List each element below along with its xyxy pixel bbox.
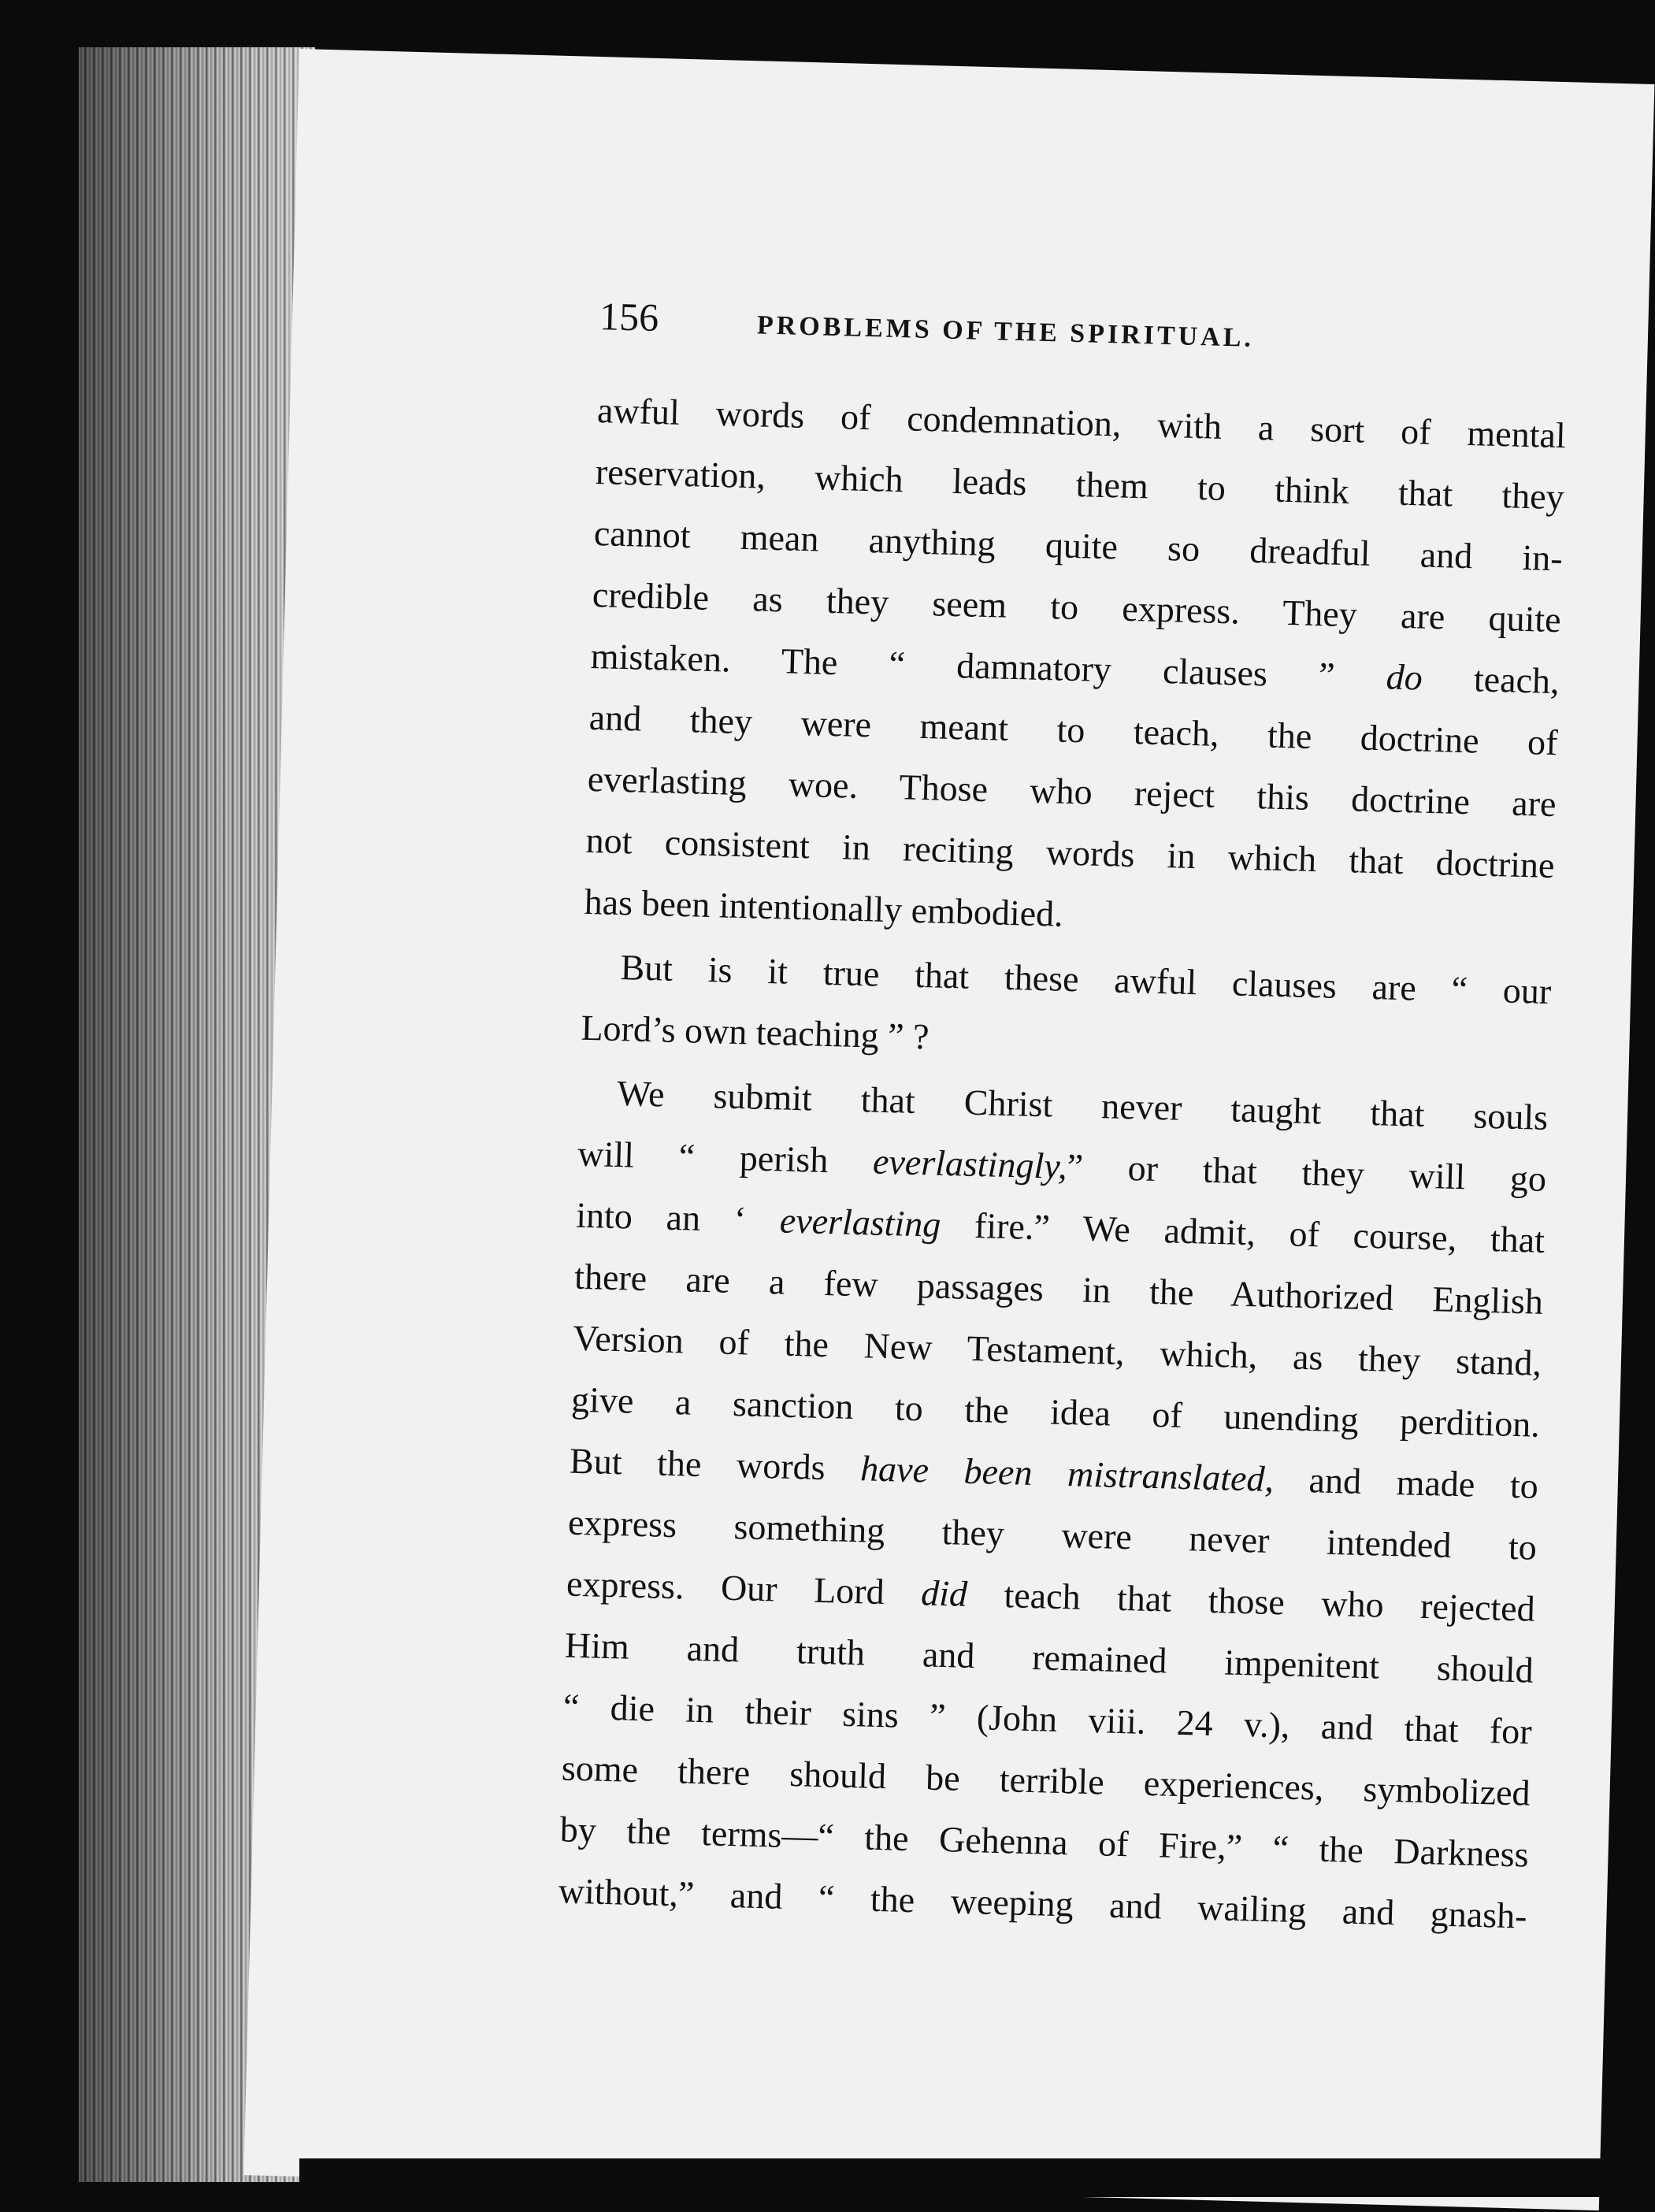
text-line: “ die in their sins ” (John viii. 24 v.), and that for	[562, 1686, 1533, 1752]
text-line: by the terms—“ the Gehenna of Fire,” “ the Darkness	[559, 1809, 1530, 1875]
text-line: But is it true that these awful clauses are “ our	[619, 947, 1552, 1012]
text-line: awful words of condemnation, with a sort of mental	[596, 390, 1567, 456]
text-line: cannot mean anything quite so dreadful and in-	[593, 513, 1564, 579]
text-line: has been intentionally embodied.	[584, 881, 1064, 934]
text-line: everlasting woe. Those who reject this doctrine are	[587, 758, 1557, 825]
text-run: fire.” We admit, of course, that	[940, 1204, 1546, 1260]
scan-border	[299, 2158, 1655, 2197]
emphasis: everlastingly,	[872, 1141, 1068, 1186]
text-line: Him and truth and remained impenitent should	[564, 1624, 1534, 1691]
paragraph-3	[558, 1062, 1549, 1947]
running-head: PROBLEMS OF THE SPIRITUAL.	[756, 310, 1255, 353]
book-page	[243, 49, 1654, 2210]
text-run: teach that those who rejected	[967, 1573, 1536, 1629]
paragraph-2	[581, 936, 1553, 1084]
emphasis: have been mistranslated,	[859, 1448, 1275, 1499]
text-line: not consistent in reciting words in which that doctrine	[585, 819, 1556, 886]
text-run: will “ perish	[577, 1133, 874, 1182]
text-line: reservation, which leads them to think that they	[595, 451, 1565, 518]
text-run: But the words	[569, 1440, 861, 1489]
emphasis: everlasting	[779, 1200, 941, 1245]
text-run: into an ‘	[575, 1194, 781, 1241]
page-header	[599, 293, 1655, 368]
text-line: and they were meant to teach, the doctrine of	[588, 696, 1559, 763]
text-line: We submit that Christ never taught that souls	[616, 1073, 1549, 1138]
text-run: ” or that they will go	[1066, 1146, 1547, 1199]
text-line: express something they were never intended to	[567, 1501, 1538, 1568]
text-line: credible as they seem to express. They are quite	[592, 573, 1562, 640]
text-run: teach,	[1422, 657, 1560, 702]
text-run: mistaken. The “ damnatory clauses ”	[590, 635, 1387, 697]
text-line: give a sanction to the idea of unending perdition.	[570, 1379, 1541, 1445]
text-run: express. Our Lord	[566, 1563, 922, 1613]
text-run: and made to	[1273, 1459, 1539, 1506]
body-text	[558, 380, 1567, 1947]
emphasis: do	[1386, 656, 1423, 698]
text-line: there are a few passages in the Authorized English	[573, 1256, 1544, 1322]
page-number: 156	[599, 294, 659, 340]
text-line: Lord’s own teaching ” ?	[580, 1007, 930, 1057]
emphasis: did	[920, 1572, 968, 1614]
text-line: Version of the New Testament, which, as they stand,	[572, 1317, 1542, 1383]
text-line: without,” and “ the weeping and wailing and gnash-	[558, 1870, 1528, 1936]
text-line: some there should be terrible experiences, symbolized	[561, 1747, 1531, 1813]
paragraph-1	[584, 380, 1567, 958]
